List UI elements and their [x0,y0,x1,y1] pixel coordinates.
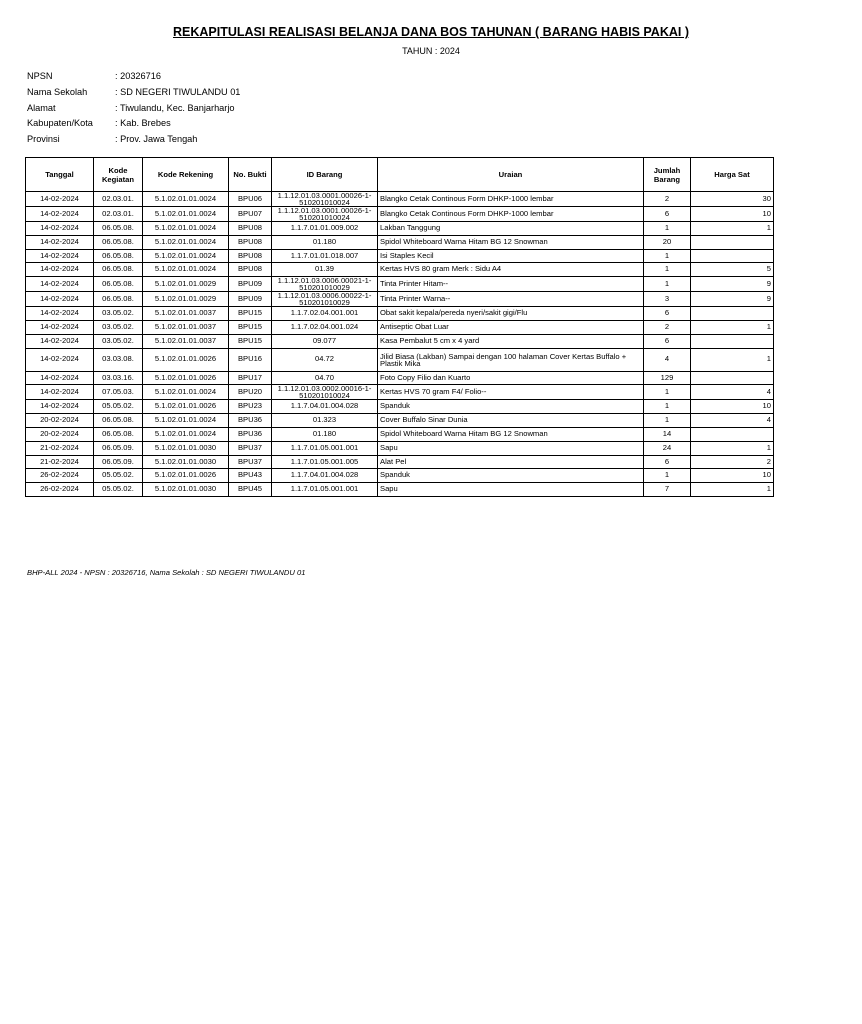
cell-date: 26-02-2024 [26,483,94,497]
cell-unit-price: 9 [691,292,774,307]
cell-activity-code: 06.05.09. [94,441,143,455]
table-row [26,192,774,207]
table-row [26,483,774,497]
cell-activity-code: 06.05.08. [94,222,143,236]
cell-item-id: 01.39 [272,263,378,277]
cell-description: Sapu [378,441,644,455]
cell-quantity: 6 [644,455,691,469]
cell-description: Blangko Cetak Continous Form DHKP-1000 lembar [378,207,644,222]
cell-receipt-no: BPU43 [229,469,272,483]
cell-quantity: 6 [644,207,691,222]
cell-description: Tinta Printer Hitam-- [378,277,644,292]
cell-receipt-no: BPU45 [229,483,272,497]
cell-date: 14-02-2024 [26,263,94,277]
cell-account-code: 5.1.02.01.01.0024 [143,249,229,263]
cell-receipt-no: BPU08 [229,249,272,263]
column-header-activity-code: Kode Kegiatan [94,158,143,192]
info-value: : Tiwulandu, Kec. Banjarharjo [115,102,235,113]
cell-item-id: 04.70 [272,371,378,385]
cell-quantity: 1 [644,469,691,483]
column-header-receipt-no: No. Bukti [229,158,272,192]
report-title: REKAPITULASI REALISASI BELANJA DANA BOS TAHUNAN ( BARANG HABIS PAKAI ) [173,25,689,39]
cell-receipt-no: BPU07 [229,207,272,222]
info-value: : Kab. Brebes [115,118,171,129]
cell-receipt-no: BPU20 [229,385,272,400]
cell-account-code: 5.1.02.01.01.0037 [143,334,229,348]
cell-activity-code: 07.05.03. [94,385,143,400]
cell-date: 14-02-2024 [26,222,94,236]
cell-unit-price: 1 [691,483,774,497]
cell-date: 26-02-2024 [26,469,94,483]
cell-unit-price: 2 [691,455,774,469]
cell-item-id: 01.180 [272,235,378,249]
cell-account-code: 5.1.02.01.01.0037 [143,307,229,321]
cell-unit-price: 1 [691,320,774,334]
cell-receipt-no: BPU37 [229,441,272,455]
cell-quantity: 1 [644,414,691,428]
spending-table [25,157,774,497]
info-label: Kabupaten/Kota [27,118,93,129]
info-row-school-name [27,85,240,101]
cell-receipt-no: BPU08 [229,235,272,249]
cell-date: 20-02-2024 [26,414,94,428]
cell-item-id: 1.1.12.01.03.0001.00026-1-510201010024 [272,192,378,207]
cell-unit-price: 1 [691,441,774,455]
cell-unit-price: 9 [691,277,774,292]
cell-account-code: 5.1.02.01.01.0026 [143,348,229,371]
info-label: Alamat [27,102,56,113]
cell-activity-code: 03.03.16. [94,371,143,385]
column-header-item-id: ID Barang [272,158,378,192]
cell-unit-price [691,235,774,249]
cell-activity-code: 05.05.02. [94,483,143,497]
cell-unit-price: 4 [691,414,774,428]
cell-description: Cover Buffalo Sinar Dunia [378,414,644,428]
cell-receipt-no: BPU06 [229,192,272,207]
cell-activity-code: 06.05.09. [94,455,143,469]
column-header-quantity: Jumlah Barang [644,158,691,192]
cell-account-code: 5.1.02.01.01.0024 [143,385,229,400]
cell-description: Spidol Whiteboard Warna Hitam BG 12 Snowman [378,427,644,441]
table-row [26,427,774,441]
cell-description: Blangko Cetak Continous Form DHKP-1000 lembar [378,192,644,207]
info-row-address [27,101,240,117]
table-row [26,334,774,348]
cell-unit-price [691,249,774,263]
cell-activity-code: 06.05.08. [94,427,143,441]
cell-activity-code: 06.05.08. [94,414,143,428]
table-row [26,348,774,371]
column-header-unit-price: Harga Sat [691,158,774,192]
table-row [26,263,774,277]
cell-description: Spanduk [378,400,644,414]
cell-unit-price [691,307,774,321]
cell-account-code: 5.1.02.01.01.0026 [143,469,229,483]
cell-item-id: 04.72 [272,348,378,371]
table-row [26,320,774,334]
cell-quantity: 24 [644,441,691,455]
cell-unit-price: 10 [691,207,774,222]
cell-activity-code: 03.05.02. [94,334,143,348]
cell-account-code: 5.1.02.01.01.0024 [143,427,229,441]
cell-item-id: 01.323 [272,414,378,428]
cell-unit-price: 1 [691,222,774,236]
cell-description: Lakban Tanggung [378,222,644,236]
column-header-date: Tanggal [26,158,94,192]
cell-activity-code: 05.05.02. [94,400,143,414]
cell-date: 21-02-2024 [26,455,94,469]
cell-date: 14-02-2024 [26,207,94,222]
info-row-province [27,132,240,148]
cell-item-id: 1.1.7.01.01.009.002 [272,222,378,236]
cell-quantity: 1 [644,222,691,236]
cell-account-code: 5.1.02.01.01.0030 [143,455,229,469]
cell-item-id: 1.1.7.01.01.018.007 [272,249,378,263]
cell-activity-code: 03.05.02. [94,307,143,321]
cell-quantity: 2 [644,320,691,334]
cell-quantity: 20 [644,235,691,249]
cell-date: 14-02-2024 [26,192,94,207]
cell-receipt-no: BPU17 [229,371,272,385]
cell-quantity: 1 [644,277,691,292]
cell-quantity: 2 [644,192,691,207]
cell-account-code: 5.1.02.01.01.0024 [143,235,229,249]
cell-receipt-no: BPU15 [229,307,272,321]
cell-receipt-no: BPU08 [229,222,272,236]
cell-quantity: 129 [644,371,691,385]
cell-account-code: 5.1.02.01.01.0029 [143,277,229,292]
cell-unit-price [691,371,774,385]
table-row [26,222,774,236]
table-row [26,249,774,263]
cell-item-id: 1.1.12.01.03.0002.00016-1-510201010024 [272,385,378,400]
cell-receipt-no: BPU15 [229,320,272,334]
cell-date: 20-02-2024 [26,427,94,441]
table-body [26,192,774,497]
cell-quantity: 7 [644,483,691,497]
table-row [26,235,774,249]
cell-account-code: 5.1.02.01.01.0026 [143,400,229,414]
info-value: : SD NEGERI TIWULANDU 01 [115,86,241,97]
cell-unit-price: 10 [691,400,774,414]
cell-account-code: 5.1.02.01.01.0030 [143,483,229,497]
cell-account-code: 5.1.02.01.01.0026 [143,371,229,385]
cell-item-id: 1.1.7.02.04.001.001 [272,307,378,321]
cell-unit-price: 5 [691,263,774,277]
info-row-regency [27,116,240,132]
cell-activity-code: 05.05.02. [94,469,143,483]
cell-date: 14-02-2024 [26,307,94,321]
cell-date: 14-02-2024 [26,348,94,371]
table-row [26,307,774,321]
cell-receipt-no: BPU36 [229,414,272,428]
cell-description: Alat Pel [378,455,644,469]
cell-description: Isi Staples Kecil [378,249,644,263]
cell-activity-code: 06.05.08. [94,277,143,292]
cell-receipt-no: BPU08 [229,263,272,277]
column-header-account-code: Kode Rekening [143,158,229,192]
cell-activity-code: 03.03.08. [94,348,143,371]
cell-unit-price: 10 [691,469,774,483]
info-label: NPSN [27,71,53,81]
table-row [26,414,774,428]
cell-item-id: 1.1.7.01.05.001.001 [272,483,378,497]
cell-quantity: 1 [644,400,691,414]
info-value: : 20326716 [115,71,161,81]
cell-unit-price: 30 [691,192,774,207]
cell-account-code: 5.1.02.01.01.0024 [143,414,229,428]
cell-item-id: 1.1.12.01.03.0001.00026-1-510201010024 [272,207,378,222]
cell-quantity: 1 [644,249,691,263]
cell-account-code: 5.1.02.01.01.0037 [143,320,229,334]
cell-date: 14-02-2024 [26,334,94,348]
column-header-description: Uraian [378,158,644,192]
cell-unit-price [691,427,774,441]
table-row [26,292,774,307]
cell-activity-code: 06.05.08. [94,249,143,263]
cell-date: 21-02-2024 [26,441,94,455]
cell-date: 14-02-2024 [26,400,94,414]
cell-description: Tinta Printer Warna-- [378,292,644,307]
cell-item-id: 1.1.12.01.03.0006.00021-1-510201010029 [272,277,378,292]
cell-receipt-no: BPU09 [229,277,272,292]
cell-description: Obat sakit kepala/pereda nyeri/sakit gigi/Flu [378,307,644,321]
cell-account-code: 5.1.02.01.01.0024 [143,207,229,222]
table-row [26,441,774,455]
cell-activity-code: 06.05.08. [94,263,143,277]
cell-receipt-no: BPU37 [229,455,272,469]
school-info [27,69,240,148]
cell-receipt-no: BPU36 [229,427,272,441]
cell-description: Foto Copy Filio dan Kuarto [378,371,644,385]
table-row [26,469,774,483]
page-footer: BHP-ALL 2024 - NPSN : 20326716, Nama Sekolah : SD NEGERI TIWULANDU 01 [27,568,306,577]
cell-activity-code: 02.03.01. [94,192,143,207]
cell-activity-code: 02.03.01. [94,207,143,222]
cell-description: Spanduk [378,469,644,483]
table-row [26,207,774,222]
info-row-npsn [27,69,240,85]
cell-quantity: 3 [644,292,691,307]
cell-quantity: 6 [644,307,691,321]
cell-date: 14-02-2024 [26,385,94,400]
cell-activity-code: 06.05.08. [94,292,143,307]
cell-item-id: 1.1.12.01.03.0006.00022-1-510201010029 [272,292,378,307]
cell-quantity: 1 [644,263,691,277]
cell-item-id: 1.1.7.02.04.001.024 [272,320,378,334]
cell-description: Sapu [378,483,644,497]
cell-item-id: 1.1.7.04.01.004.028 [272,400,378,414]
cell-date: 14-02-2024 [26,292,94,307]
cell-item-id: 01.180 [272,427,378,441]
cell-unit-price [691,334,774,348]
cell-description: Jilid Biasa (Lakban) Sampai dengan 100 halaman Cover Kertas Buffalo + Plastik Mika [378,348,644,371]
cell-description: Kertas HVS 80 gram Merk : Sidu A4 [378,263,644,277]
cell-item-id: 09.077 [272,334,378,348]
table-row [26,371,774,385]
cell-date: 14-02-2024 [26,320,94,334]
cell-quantity: 14 [644,427,691,441]
cell-date: 14-02-2024 [26,249,94,263]
cell-account-code: 5.1.02.01.01.0029 [143,292,229,307]
cell-account-code: 5.1.02.01.01.0030 [143,441,229,455]
cell-description: Kertas HVS 70 gram F4/ Folio-- [378,385,644,400]
cell-receipt-no: BPU09 [229,292,272,307]
cell-description: Spidol Whiteboard Warna Hitam BG 12 Snowman [378,235,644,249]
cell-activity-code: 06.05.08. [94,235,143,249]
info-label: Provinsi [27,134,60,145]
cell-quantity: 6 [644,334,691,348]
cell-date: 14-02-2024 [26,235,94,249]
table-row [26,400,774,414]
cell-account-code: 5.1.02.01.01.0024 [143,192,229,207]
table-row [26,385,774,400]
cell-unit-price: 4 [691,385,774,400]
cell-date: 14-02-2024 [26,371,94,385]
cell-activity-code: 03.05.02. [94,320,143,334]
cell-description: Antiseptic Obat Luar [378,320,644,334]
cell-unit-price: 1 [691,348,774,371]
report-year: TAHUN : 2024 [402,46,460,56]
table-row [26,277,774,292]
cell-item-id: 1.1.7.01.05.001.001 [272,441,378,455]
table-header-row [26,158,774,192]
info-label: Nama Sekolah [27,86,88,97]
cell-quantity: 4 [644,348,691,371]
cell-item-id: 1.1.7.01.05.001.005 [272,455,378,469]
cell-receipt-no: BPU16 [229,348,272,371]
cell-account-code: 5.1.02.01.01.0024 [143,263,229,277]
info-value: : Prov. Jawa Tengah [115,134,198,145]
cell-quantity: 1 [644,385,691,400]
cell-date: 14-02-2024 [26,277,94,292]
cell-receipt-no: BPU15 [229,334,272,348]
cell-description: Kasa Pembalut 5 cm x 4 yard [378,334,644,348]
spending-table-container [25,157,771,497]
cell-account-code: 5.1.02.01.01.0024 [143,222,229,236]
cell-item-id: 1.1.7.04.01.004.028 [272,469,378,483]
table-row [26,455,774,469]
cell-receipt-no: BPU23 [229,400,272,414]
